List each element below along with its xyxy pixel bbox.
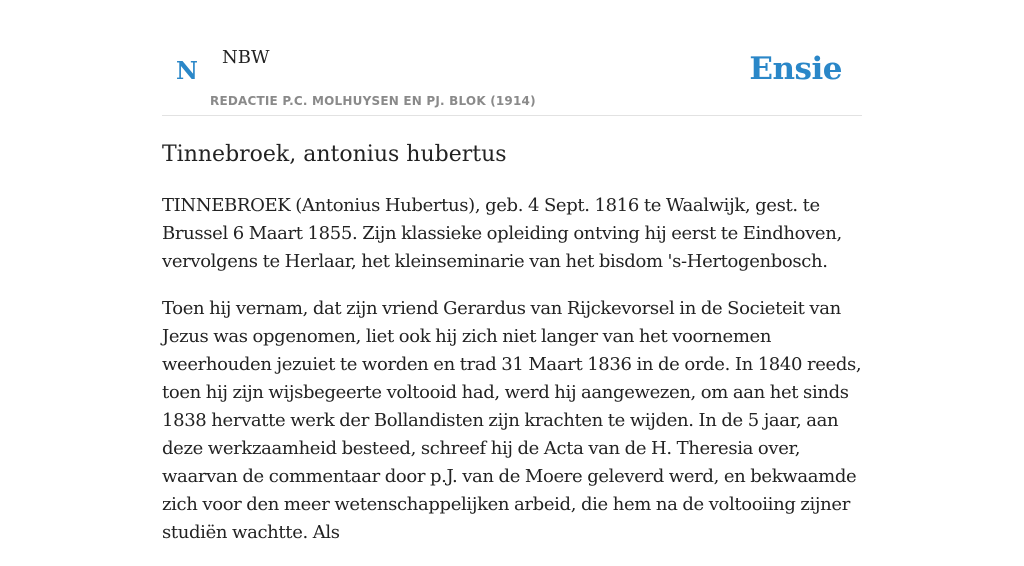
article-paragraph-2: Toen hij vernam, dat zijn vriend Gerardus van Rijckevorsel in de Societeit van Jezus was opgenomen, liet ook hij zich niet langer van het voornemen weerhouden jezuiet te worden en trad 31 Maart 1836 in de orde. In 1840 reeds, toen hij zijn wijsbegeerte voltooid had, werd hij aangewezen, om aan het sinds 1838 hervatte werk der Bollandisten zijn krachten te wijden. In de 5 jaar, aan deze werkzaamheid besteed, schreef hij de Acta van de H. Theresia over, waarvan de commentaar door p.J. van de Moere geleverd werd, en bekwaamde zich voor den meer wetenschappelijken arbeid, die hem na de voltooiing zijner studiën wachtte. Als <box>162 298 862 543</box>
page-container <box>162 0 862 543</box>
article-body <box>162 192 862 566</box>
brand-logo-link[interactable]: Ensie <box>749 51 842 87</box>
page-title: Tinnebroek, antonius hubertus <box>162 142 507 167</box>
source-logo-icon[interactable]: N <box>176 56 198 85</box>
header <box>162 0 862 116</box>
source-subtitle: REDACTIE P.C. MOLHUYSEN EN PJ. BLOK (1914) <box>210 94 536 108</box>
article-paragraph-1: TINNEBROEK (Antonius Hubertus), geb. 4 Sept. 1816 te Waalwijk, gest. te Brussel 6 Maart 1855. Zijn klassieke opleiding ontving hij eerst te Eindhoven, vervolgens te Herlaar, het kleinseminarie van het bisdom 's-Hertogenbosch. <box>162 195 842 272</box>
source-name-link[interactable]: NBW <box>222 47 270 68</box>
